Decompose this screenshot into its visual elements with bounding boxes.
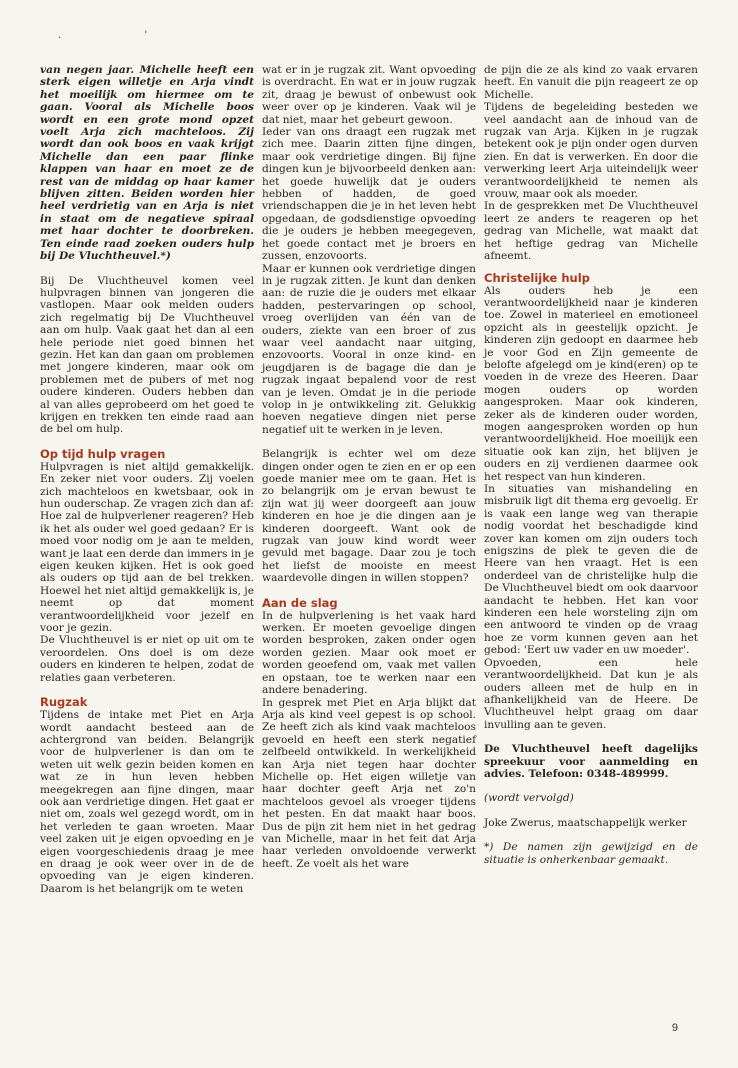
author-line: Joke Zwerus, maatschappelijk werker	[484, 816, 687, 829]
paragraph: Tijdens de begeleiding besteden we veel aandacht aan de inhoud van de rugzak van Arja. Kijken in je rugzak betekent ook je pijn onder ogen durven zien. En dat is verwerken. En door die verwerking leert Arja uiteindelijk weer verantwoordelijkheid te nemen als vrouw, maar ook als moeder.	[484, 101, 698, 201]
scan-marks: . '	[58, 30, 188, 41]
section-heading-christelijke-hulp: Christelijke hulp	[484, 270, 590, 285]
column-2	[262, 64, 476, 870]
paragraph: De Vluchtheuvel is er niet op uit om te veroordelen. Ons doel is om deze ouders en kinderen te helpen, zodat de relaties gaan verbeteren.	[40, 634, 254, 684]
paragraph: Hulpvragen is niet altijd gemakkelijk. En zeker niet voor ouders. Zij voelen zich machteloos en kwetsbaar, ook in hun ouderschap. Ze vragen zich dan af: Hoe zal de hulpverlener reageren? Heb ik het als ouder wel goed gedaan? Er is moed voor nodig om je aan te melden, want je laat een derde dan immers in je eigen keuken kijken. Het is ook goed als ouders op tijd aan de bel trekken. Hoewel het niet altijd gemakkelijk is, je neemt op dat moment verantwoordelijkheid voor jezelf en voor je gezin.	[40, 460, 254, 635]
paragraph: Opvoeden, een hele verantwoordelijkheid. Dat kun je als ouders alleen met de hulp en in afhankelijkheid van de Heere. De Vluchtheuvel helpt graag om daar invulling aan te geven.	[484, 656, 698, 731]
paragraph: In de gesprekken met De Vluchtheuvel leert ze anders te reageren op het gedrag van Michelle, wat maakt dat het heftige gedrag van Michelle afneemt.	[484, 200, 698, 263]
paragraph: Als ouders heb je een verantwoordelijkheid naar je kinderen toe. Zowel in materieel en emotioneel opzicht als in geestelijk opzicht. Je kinderen zijn gedoopt en daarmee heb je voor God en Zijn gemeente de belofte afgelegd om je kind(eren) op te voeden in de vreze des Heeren. Daar mogen ouders op worden aangesproken. Maar ook kinderen, zeker als de kinderen ouder worden, mogen aangesproken worden op hun verantwoordelijkheid. Hoe moeilijk een situatie ook kan zijn, het blijven je ouders en zij verdienen daarmee ook het respect van hun kinderen.	[484, 284, 698, 483]
paragraph: Maar er kunnen ook verdrietige dingen in je rugzak zitten. Je kunt dan denken aan: de ruzie die je ouders met elkaar hadden, pestervaringen op school, vroeg overlijden van één van de ouders, ziekte van een broer of zus waar veel aandacht naar uitging, enzovoorts. Vooral in onze kind- en jeugdjaren is de bagage die dan je rugzak ingaat bepalend voor de rest van je leven. Omdat je in die periode volop in je ontwikkeling zit. Gelukkig hoeven negatieve dingen niet perse negatief uit te werken in je leven.	[262, 262, 476, 436]
paragraph: Belangrijk is echter wel om deze dingen onder ogen te zien en er op een goede manier mee om te gaan. Het is zo belangrijk om je ervan bewust te zijn wat jij weer doorgeeft aan jouw kinderen en hoe je die dingen aan je kinderen doorgeeft. Want ook de rugzak van jouw kind wordt weer gevuld met bagage. Daar zou je toch het liefst de mooiste en meest waardevolle dingen in willen stoppen?	[262, 448, 476, 585]
intro-paragraph: van negen jaar. Michelle heeft een sterk eigen willetje en Arja vindt het moeilijk om hiermee om te gaan. Vooral als Michelle boos wordt en een grote mond opzet voelt Arja zich machteloos. Zij wordt dan ook boos en vaak krijgt Michelle dan een paar flinke klappen van haar en moet ze de rest van de middag op haar kamer blijven zitten. Beiden worden hier heel verdrietig van en Arja is niet in staat om de negatieve spiraal met haar dochter te doorbreken. Ten einde raad zoeken ouders hulp bij De Vluchtheuvel.*)	[40, 64, 254, 263]
section-heading-aan-de-slag: Aan de slag	[262, 595, 338, 610]
to-be-continued: (wordt vervolgd)	[484, 792, 574, 805]
column-1	[40, 64, 254, 895]
paragraph: Tijdens de intake met Piet en Arja wordt aandacht besteed aan de achtergrond van beiden. Belangrijk voor de hulpverlener is dan om te weten uit welk gezin beiden komen en wat ze in hun leven hebben meegekregen aan fijne dingen, maar ook aan verdrietige dingen. Het gaat er niet om, zoals wel gezegd wordt, om in het verleden te gaan wroeten. Maar veel zaken uit je eigen opvoeding en je eigen voorgeschiedenis draag je mee en draag je ook weer over in de de opvoeding van je eigen kinderen. Daarom is het belangrijk om te weten	[40, 709, 254, 895]
paragraph: Ieder van ons draagt een rugzak met zich mee. Daarin zitten fijne dingen, maar ook verdrietige dingen. Bij fijne dingen kun je bijvoorbeeld denken aan: het goede huwelijk dat je ouders hebben of hadden, de goed vriendschappen die je in het leven hebt opgedaan, de godsdienstige opvoeding die je ouders je hebben meegegeven, het goede contact met je broers en zussen, enzovoorts.	[262, 126, 476, 263]
paragraph: In gesprek met Piet en Arja blijkt dat Arja als kind veel gepest is op school. Ze heeft zich als kind vaak machteloos gevoeld en heeft een sterk negatief zelfbeeld ontwikkeld. In werkelijkheid kan Arja niet tegen haar dochter Michelle op. Het eigen willetje van haar dochter geeft Arja net zo'n machteloos gevoel als vroeger tijdens het pesten. En dat maakt haar boos. Dus de pijn zit hem niet in het gedrag van Michelle, maar in het feit dat Arja haar verleden onvoldoende verwerkt heeft. Ze voelt als het ware	[262, 696, 476, 870]
paragraph: In de hulpverlening is het vaak hard werken. Er moeten gevoelige dingen worden besproken, zaken onder ogen worden gezien. Maar ook moet er worden geoefend om, vaak met vallen en opstaan, toe te werken naar een andere benadering.	[262, 609, 476, 697]
paragraph: wat er in je rugzak zit. Want opvoeding is overdracht. En wat er in jouw rugzak zit, draag je bewust of onbewust ook weer over op je kinderen. Vaak wil je dat niet, maar het gebeurt gewoon.	[262, 64, 476, 126]
paragraph: Bij De Vluchtheuvel komen veel hulpvragen binnen van jongeren die vastlopen. Maar ook melden ouders zich regelmatig bij De Vluchtheuvel aan om hulp. Vaak gaat het dan al een hele periode niet goed binnen het gezin. Het kan dan gaan om problemen met jongere kinderen, maar ook om problemen met de pubers of met nog oudere kinderen. Ouders hebben dan al van alles geprobeerd om het goed te krijgen en trekken ten einde raad aan de bel om hulp.	[40, 274, 254, 436]
paragraph: In situaties van mishandeling en misbruik ligt dit thema erg gevoelig. Er is vaak een lange weg van therapie nodig voordat het beschadigde kind zover kan komen om zijn ouders toch enigszins de plek te geven die de Heere van hen vraagt. Het is een onderdeel van de christelijke hulp die De Vluchtheuvel biedt om ook daarvoor aandacht te hebben. Het kan voor kinderen een hele worsteling zijn om een antwoord te vinden op de vraag hoe ze vorm kunnen geven aan het gebod: 'Eert uw vader en uw moeder'.	[484, 483, 698, 657]
contact-info: De Vluchtheuvel heeft dagelijks spreekuur voor aanmelding en advies. Telefoon: 0348-489999.	[484, 743, 698, 780]
paragraph: de pijn die ze als kind zo vaak ervaren heeft. En vanuit die pijn reageert ze op Michelle.	[484, 64, 698, 101]
footnote: *) De namen zijn gewijzigd en de situatie is onherkenbaar gemaakt.	[484, 841, 698, 866]
section-heading-rugzak: Rugzak	[40, 695, 88, 710]
page-number: 9	[671, 1022, 678, 1034]
column-3	[484, 64, 698, 866]
section-heading-op-tijd-hulp-vragen: Op tijd hulp vragen	[40, 446, 166, 461]
